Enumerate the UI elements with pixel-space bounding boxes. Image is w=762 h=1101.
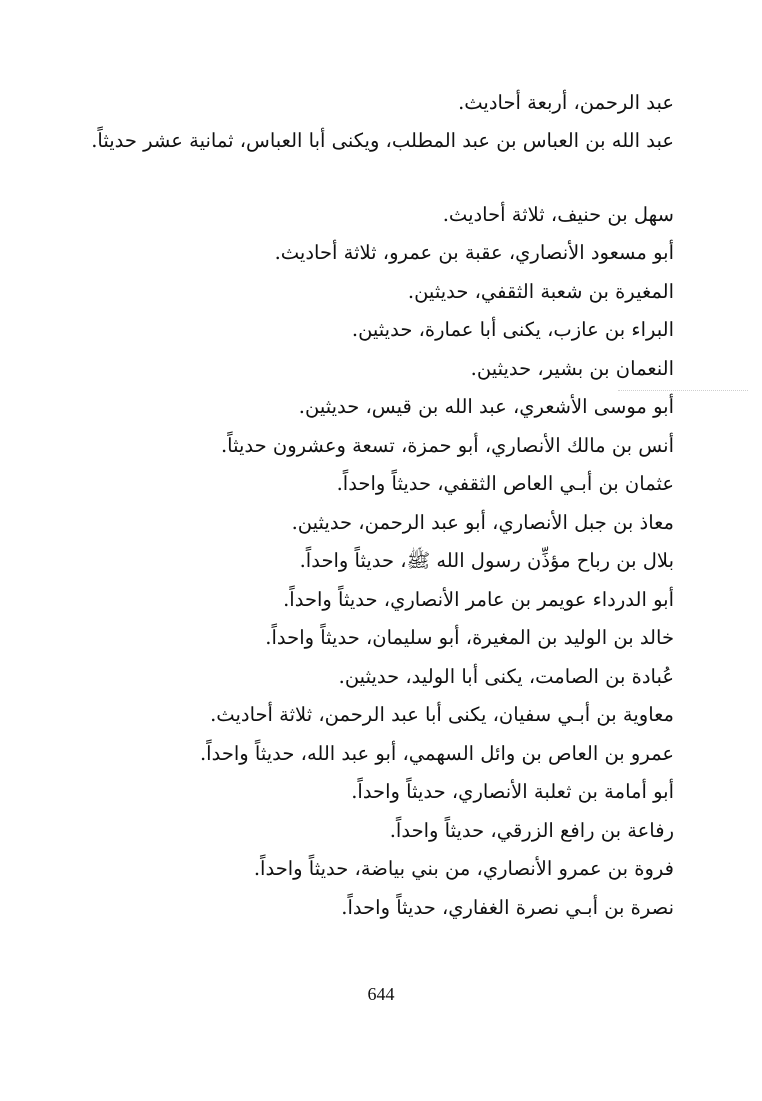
list-line: عبد الرحمن، أربعة أحاديث. bbox=[458, 91, 674, 114]
scan-artifact-divider bbox=[618, 390, 748, 391]
list-line: فروة بن عمرو الأنصاري، من بني بياضة، حديثاً واحداً. bbox=[253, 857, 674, 880]
list-line: عُبادة بن الصامت، يكنى أبا الوليد، حديثين. bbox=[338, 664, 674, 688]
list-line: سهل بن حنيف، ثلاثة أحاديث. bbox=[442, 202, 674, 226]
page-number: 644 bbox=[367, 984, 395, 1004]
list-line: عبد الله بن العباس بن عبد المطلب، ويكنى أبا العباس، ثمانية عشر حديثاً. bbox=[91, 128, 674, 152]
list-line: بلال بن رباح مؤذِّن رسول الله ﷺ، حديثاً واحداً. bbox=[299, 549, 674, 572]
narrator-list bbox=[74, 84, 674, 927]
list-line: أبو أمامة بن ثعلبة الأنصاري، حديثاً واحداً. bbox=[351, 780, 674, 803]
list-line: معاذ بن جبل الأنصاري، أبو عبد الرحمن، حديثين. bbox=[291, 510, 674, 534]
list-line: أنس بن مالك الأنصاري، أبو حمزة، تسعة وعشرون حديثاً. bbox=[220, 433, 674, 457]
list-line: المغيرة بن شعبة الثقفي، حديثين. bbox=[407, 279, 674, 303]
list-line: خالد بن الوليد بن المغيرة، أبو سليمان، حديثاً واحداً. bbox=[265, 626, 674, 649]
list-line: النعمان بن بشير، حديثين. bbox=[470, 356, 674, 380]
list-line: عثمان بن أبـي العاص الثقفي، حديثاً واحداً. bbox=[336, 472, 674, 495]
list-line: معاوية بن أبـي سفيان، يكنى أبا عبد الرحمن، ثلاثة أحاديث. bbox=[210, 703, 674, 726]
list-line: أبو مسعود الأنصاري، عقبة بن عمرو، ثلاثة أحاديث. bbox=[274, 241, 674, 264]
list-line: أبو موسى الأشعري، عبد الله بن قيس، حديثين. bbox=[298, 395, 674, 418]
list-line: نصرة بن أبـي نصرة الغفاري، حديثاً واحداً. bbox=[341, 895, 674, 919]
list-line: رفاعة بن رافع الزرقي، حديثاً واحداً. bbox=[389, 818, 674, 842]
list-line: البراء بن عازب، يكنى أبا عمارة، حديثين. bbox=[351, 318, 674, 341]
list-line: عمرو بن العاص بن وائل السهمي، أبو عبد الله، حديثاً واحداً. bbox=[199, 741, 674, 765]
list-line: أبو الدرداء عويمر بن عامر الأنصاري، حديثاً واحداً. bbox=[283, 587, 674, 611]
